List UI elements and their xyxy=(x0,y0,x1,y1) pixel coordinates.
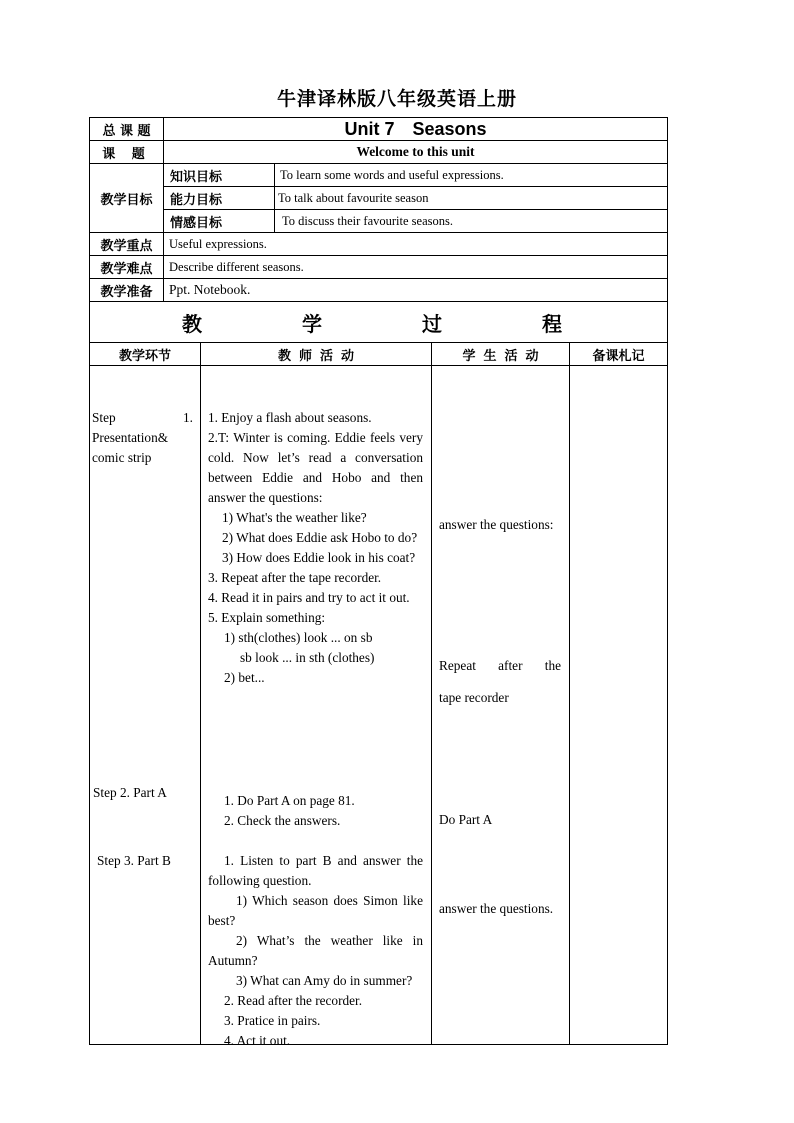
teacher-item: 1. Listen to part B and answer the following question. xyxy=(208,853,423,888)
process-title xyxy=(90,302,668,343)
lesson-info-table xyxy=(89,117,668,343)
student-step-3: answer the questions. xyxy=(439,901,554,916)
teacher-explain: sb look ... in sth (clothes) xyxy=(240,650,375,665)
key-points-row xyxy=(90,233,668,256)
teacher-step-3 xyxy=(208,851,423,1051)
teacher-item: 3. Pratice in pairs. xyxy=(224,1013,321,1028)
knowledge-label: 知识目标 xyxy=(164,164,275,187)
process-char: 程 xyxy=(542,311,562,336)
student-item: Repeat after the xyxy=(439,658,561,673)
key-points-label: 教学重点 xyxy=(90,233,164,256)
teacher-item: 1. Enjoy a flash about seasons. xyxy=(208,410,372,425)
knowledge-value: To learn some words and useful expressions. xyxy=(275,164,668,187)
teacher-header xyxy=(201,343,432,366)
objective-ability-row xyxy=(90,187,668,210)
objectives-label: 教学目标 xyxy=(90,164,164,233)
steps-header: 教学环节 xyxy=(90,343,201,366)
teacher-header-char: 教 xyxy=(277,348,291,364)
emotion-value: To discuss their favourite seasons. xyxy=(275,210,668,233)
document-title: 牛津译林版八年级英语上册 xyxy=(276,88,517,110)
general-topic-label: 总 课 题 xyxy=(90,118,164,141)
prep-label: 教学准备 xyxy=(90,279,164,302)
teacher-question: 3) How does Eddie look in his coat? xyxy=(222,550,416,565)
teacher-item: 5. Explain something: xyxy=(208,610,326,625)
teacher-question: 3) What can Amy do in summer? xyxy=(236,973,413,988)
students-header xyxy=(432,343,570,366)
teacher-explain: 1) sth(clothes) look ... on sb xyxy=(224,630,373,645)
process-title-row xyxy=(90,302,668,343)
objective-emotion-row xyxy=(90,210,668,233)
unit-name: Seasons xyxy=(412,118,487,139)
student-step-2: Do Part A xyxy=(439,812,493,827)
teacher-item: 3. Repeat after the tape recorder. xyxy=(208,570,382,585)
key-points-value: Useful expressions. xyxy=(164,233,668,256)
teacher-question: 1) Which season does Simon like best? xyxy=(208,893,423,928)
student-item: tape recorder xyxy=(439,690,509,705)
teacher-item: 1. Do Part A on page 81. xyxy=(224,793,355,808)
difficulty-value: Describe different seasons. xyxy=(164,256,668,279)
difficulty-row xyxy=(90,256,668,279)
general-topic-row xyxy=(90,118,668,141)
prep-row xyxy=(90,279,668,302)
teacher-header-char: 师 xyxy=(298,348,312,364)
difficulty-label: 教学难点 xyxy=(90,256,164,279)
step-2: Step 2. Part A xyxy=(93,785,167,800)
teacher-question: 2) What does Eddie ask Hobo to do? xyxy=(222,530,418,545)
teacher-step-1 xyxy=(208,408,423,688)
steps-cell xyxy=(90,366,201,1045)
notes-cell xyxy=(570,366,668,1045)
teacher-item: 4. Read it in pairs and try to act it out. xyxy=(208,590,410,605)
objective-knowledge-row xyxy=(90,164,668,187)
teacher-question: 1) What's the weather like? xyxy=(222,510,367,525)
step-1 xyxy=(92,408,193,468)
topic-row xyxy=(90,141,668,164)
step-3: Step 3. Part B xyxy=(97,853,171,868)
students-header-char: 动 xyxy=(525,348,539,364)
student-step-1b xyxy=(439,650,561,714)
students-header-char: 生 xyxy=(483,348,497,364)
notes-header: 备课札记 xyxy=(570,343,668,366)
teacher-step-2 xyxy=(224,791,424,831)
student-activities-cell xyxy=(432,366,570,1045)
unit-number: Unit 7 xyxy=(344,118,395,139)
topic-value: Welcome to this unit xyxy=(164,141,668,164)
topic-label: 课 题 xyxy=(90,141,164,164)
teacher-question: 2) What’s the weather like in Autumn? xyxy=(208,933,423,968)
prep-value: Ppt. Notebook. xyxy=(164,279,668,302)
teacher-header-char: 动 xyxy=(341,348,355,364)
teacher-activities-cell xyxy=(201,366,432,1048)
step-1-subtitle: comic strip xyxy=(92,450,152,465)
teaching-process-table xyxy=(89,342,668,1048)
emotion-label: 情感目标 xyxy=(164,210,275,233)
process-body-row xyxy=(90,366,668,1045)
students-header-char: 活 xyxy=(504,348,518,364)
teacher-item: 2. Read after the recorder. xyxy=(224,993,363,1008)
teacher-item: 2.T: Winter is coming. Eddie feels very cold. Now let’s read a conversation between Eddie and Hobo and then answer the questions: xyxy=(208,430,423,505)
student-step-1a: answer the questions: xyxy=(439,517,554,532)
step-1-title: Step 1. Presentation& xyxy=(92,410,193,445)
process-char: 教 xyxy=(182,311,202,336)
process-char: 学 xyxy=(302,311,322,336)
process-header-row xyxy=(90,343,668,366)
teacher-header-char: 活 xyxy=(320,348,334,364)
students-header-char: 学 xyxy=(462,348,476,364)
teacher-item: 2. Check the answers. xyxy=(224,813,341,828)
process-char: 过 xyxy=(422,311,442,336)
teacher-item: 4. Act it out. xyxy=(224,1033,291,1048)
ability-label: 能力目标 xyxy=(164,187,275,210)
ability-value: To talk about favourite season xyxy=(275,187,668,210)
teacher-explain: 2) bet... xyxy=(224,670,265,685)
unit-title xyxy=(164,118,668,141)
